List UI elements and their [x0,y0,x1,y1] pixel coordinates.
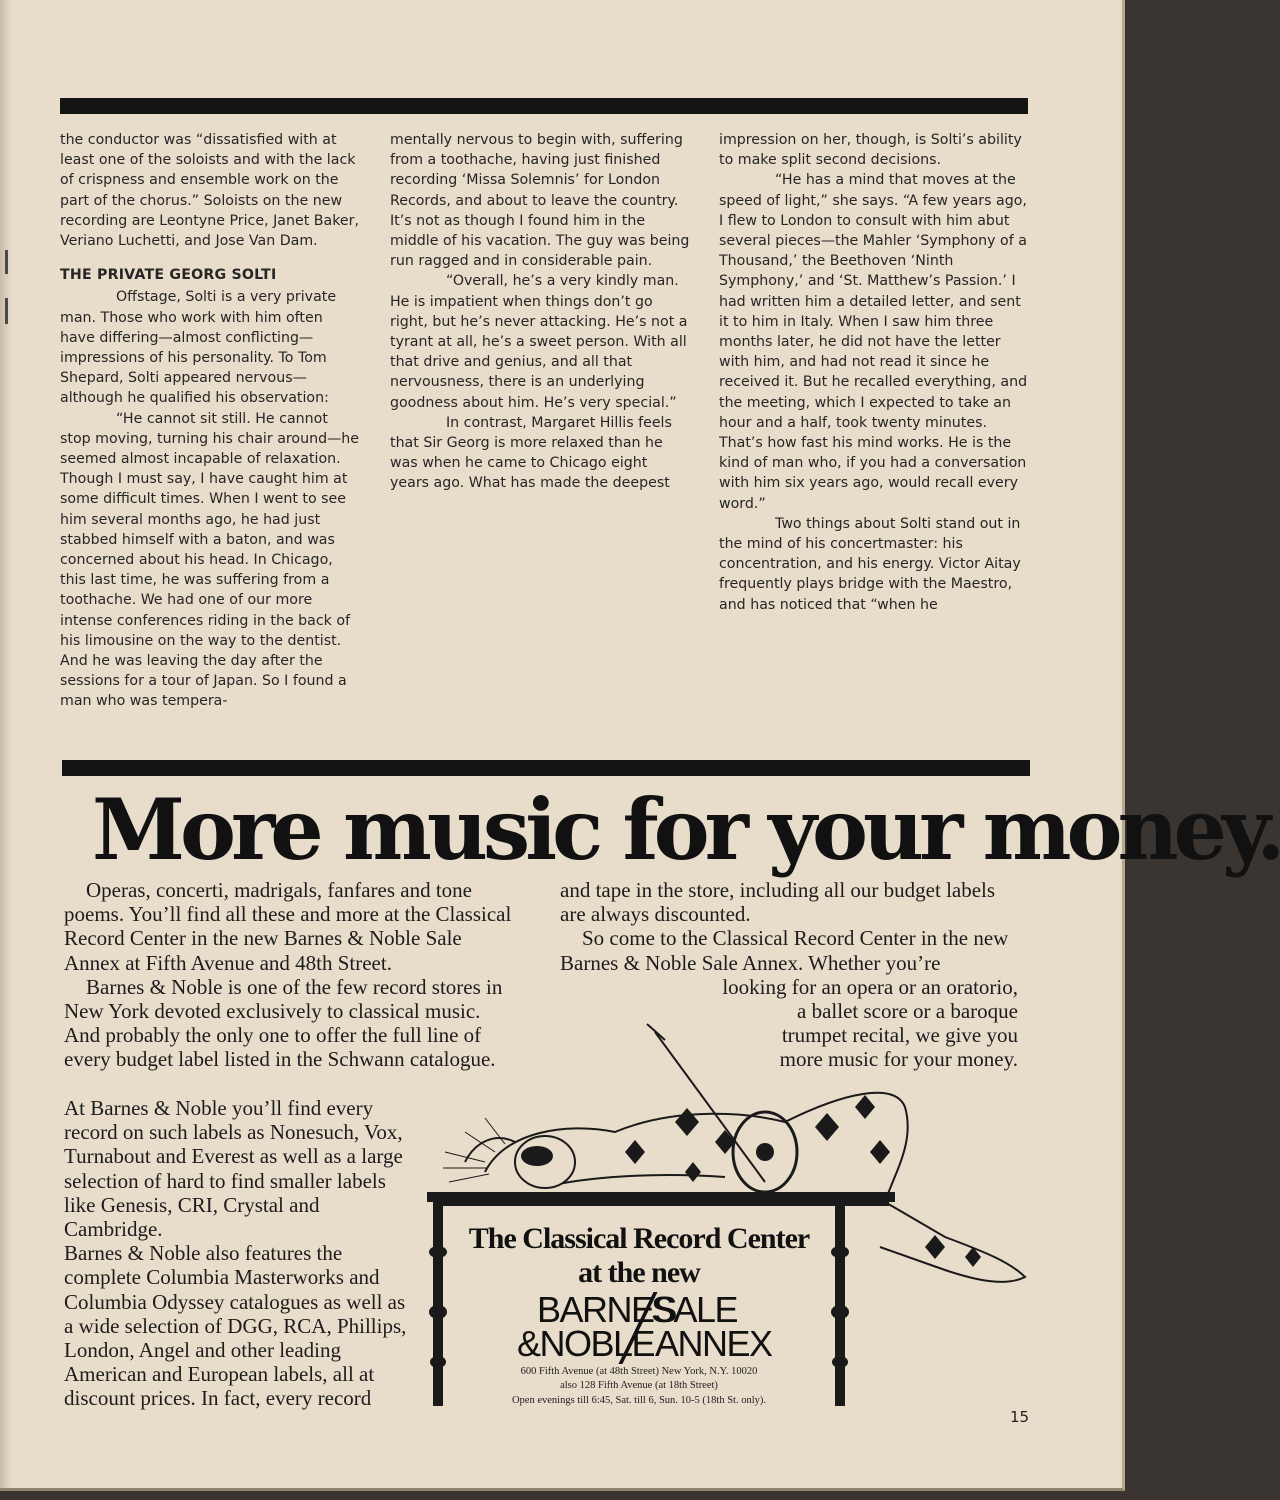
store-hours: Open evenings till 6:45, Sat. till 6, Sun. 10-5 (18th St. only). [511,1394,767,1406]
logo-text: ANNEX [655,1323,772,1364]
paragraph: “He cannot sit still. He cannot stop moving, turning his chair around—he seemed almost incapable of relaxation. Though I must say, I have caught him at some difficult times. When I went to see him several months ago, he had just stabbed himself with a baton, and was concerned about his head. In Chicago, this last time, he was suffering from a toothache. We had one of our more intense conferences riding in the back of his limousine on the way to the dentist. And he was leaving the day after the sessions for a tour of Japan. So I found a man who was tempera- [60,410,359,710]
section-heading: THE PRIVATE GEORG SOLTI [60,267,277,284]
paragraph: Offstage, Solti is a very private man. Those who work with him often have differing—almost conflicting—impressions of his personality. To Tom Shepard, Solti appeared nervous—although he qualified his observation: [60,289,337,407]
paragraph: In contrast, Margaret Hillis feels that Sir Georg is more relaxed than he was when he came to Chicago eight years ago. What has made the deepest [390,414,672,492]
paragraph: “Overall, he’s a very kindly man. He is impatient when things don’t go right, but he’s never attacking. He’s not a tyrant at all, he’s a sweet person. With all that drive and genius, and all that nervousness, there is an underlying goodness about him. He’s very special.” [390,273,688,411]
paragraph: Two things about Solti stand out in the mind of his concertmaster: his concentration, and his energy. Victor Aitay frequently plays bridge with the Maestro, and has noticed that “when he [719,515,1021,613]
article-column-1 [60,130,360,712]
logo-text: SALE [651,1289,738,1330]
logo-text: &NOBLE [517,1323,655,1364]
ad-line: looking for an opera or an oratorio, [722,974,1018,999]
ad-paragraph: At Barnes & Noble you’ll find every record on such labels as Nonesuch, Vox, Turnabout and Everest as well as a large selection of hard to find smaller labels like Genesis, CRI, Crystal and Cambridge. [64,1096,403,1242]
paragraph: impression on her, though, is Solti’s ability to make split second decisions. [719,132,1022,169]
ad-paragraph: So come to the Classical Record Center in the new Barnes & Noble Sale Annex. Whether you’re [560,926,1009,975]
ad-paragraph: and tape in the store, including all our budget labels are always discounted. [560,878,996,927]
store-address: also 128 Fifth Avenue (at 18th Street) [560,1380,718,1392]
ad-line: more music for your money. [779,1047,1018,1072]
sign-title: The Classical Record Center [468,1222,810,1255]
ad-paragraph: Barnes & Noble is one of the few record stores in New York devoted exclusively to classical music. And probably the only one to offer the full line of every budget label listed in the Schwann catalogue. [64,974,503,1072]
top-rule [60,98,1028,114]
ad-paragraph: Operas, concerti, madrigals, fanfares and tone poems. You’ll find all these and more at the Classical Record Center in the new Barnes & Noble Sale Annex at Fifth Avenue and 48th Street. [64,878,512,975]
article-column-2 [390,130,690,494]
paragraph: mentally nervous to begin with, suffering from a toothache, having just finished recording ‘Missa Solemnis’ for London Records, and about to leave the country. It’s not as though I found him in the middle of his vacation. The guy was being run ragged and in considerable pain. [390,132,690,270]
ad-paragraph: Barnes & Noble also features the complete Columbia Masterworks and Columbia Odyssey catalogues as well as a wide selection of DGG, RCA, Phillips, London, Angel and other leading American and European labels, all at discount prices. In fact, every record [64,1241,407,1411]
store-address: 600 Fifth Avenue (at 48th Street) New York, N.Y. 10020 [520,1366,758,1377]
ad-headline: More music for your money. [92,780,1280,879]
margin-mark [5,250,8,274]
sign-subtitle: at the new [578,1256,700,1289]
page-spine-shadow [0,0,12,1488]
logo-text: BARNES [537,1289,677,1330]
page-number: 15 [1010,1408,1030,1426]
store-sign [448,1222,830,1407]
ad-line: a ballet score or a baroque [797,999,1018,1024]
ad-line: trumpet recital, we give you [781,1023,1018,1048]
paragraph: the conductor was “dissatisfied with at least one of the soloists and with the lack of crispness and ensemble work on the part of the chorus.” Soloists on the new recording are Leontyne Price, Janet Baker, Veriano Luchetti, and Jose Van Dam. [60,132,359,250]
margin-mark [5,298,8,324]
barnes-noble-sale-annex-logo [479,1289,799,1364]
article-column-3 [719,130,1031,615]
ad-text-left-lower [64,1096,412,1411]
paragraph: “He has a mind that moves at the speed of light,” she says. “A few years ago, I flew to London to consult with him abut several pieces—the Mahler ‘Symphony of a Thousand,’ the Beethoven ‘Ninth Symphony,’ and ‘St. Matthew’s Passion.’ I had written him a detailed letter, and sent it to him in Italy. When I saw him three months later, he did not have the letter with him, and had not read it since he received it. But he recalled everything, and the meeting, which I expected to take an hour and a half, took twenty minutes. That’s how fast his mind works. He is the kind of man who, if you had a conversation with him six years ago, would recall every word.” [719,172,1028,512]
